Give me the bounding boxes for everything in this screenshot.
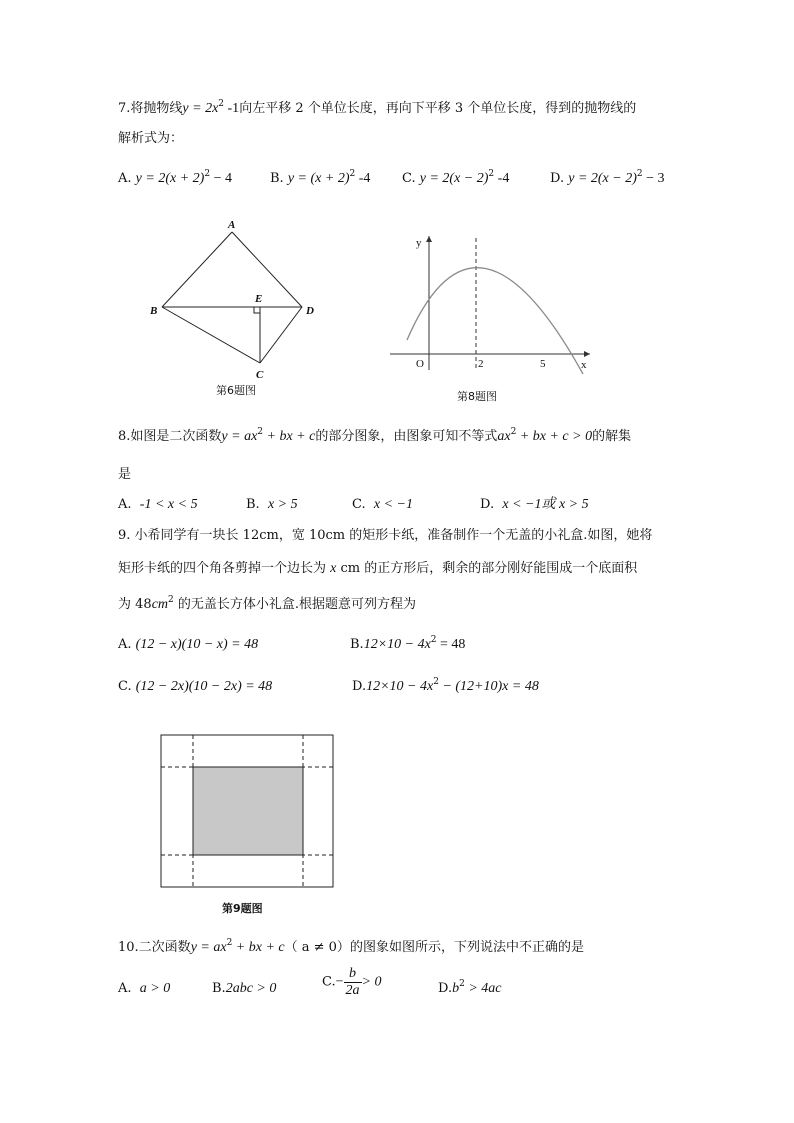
q8-option-c-label: C. (352, 497, 366, 512)
fig6-label-c: C (256, 369, 264, 381)
q8-ineq-exp: 2 (510, 427, 517, 437)
q9-stem-line2-a: 矩形卡纸的四个角各剪掉一个边长为 (118, 561, 327, 576)
q8-ineq-tail: + bx + c > 0 (516, 429, 593, 444)
q7-option-c-label: C. (402, 171, 416, 186)
q7-option-d-tail: − 3 (642, 171, 665, 186)
q7-func: y = 2x (182, 101, 219, 116)
q9-stem-line3 (118, 596, 416, 614)
q9-stem-line3-b: 的无盖长方体小礼盒.根据题意可列方程为 (177, 597, 417, 612)
q7-func-exp: 2 (218, 99, 225, 109)
q7-option-a[interactable] (118, 170, 232, 188)
q7-option-a-tail: − 4 (210, 171, 232, 186)
q9-option-b-expr: 12×10 − 4x (363, 637, 431, 652)
fig6-label-e: E (255, 293, 263, 305)
q8-option-a[interactable] (118, 496, 198, 514)
q8-option-a-expr: -1 < x < 5 (139, 497, 198, 512)
fig8-x-label: x (581, 359, 587, 371)
q8-option-d[interactable] (480, 496, 589, 514)
q9-option-b-label: B. (350, 637, 364, 652)
q10-option-d-expr: b (452, 981, 460, 996)
q9-stem-line2-b: cm 的正方形后，剩余的部分刚好能围成一个底面积 (340, 561, 638, 576)
q7-option-b[interactable] (270, 170, 370, 188)
q10-func-tail: + bx + c (232, 940, 285, 955)
q7-option-b-tail: -4 (355, 171, 371, 186)
q9-option-d-exp: 2 (433, 677, 439, 687)
q10-func: y = ax (190, 940, 227, 955)
q9-option-c-label: C. (118, 679, 132, 694)
q7-option-c-exp: 2 (488, 169, 495, 179)
q10-option-b[interactable] (212, 980, 276, 998)
q7-option-d-expr: y = 2(x − 2) (568, 171, 637, 186)
q10-func-exp: 2 (226, 938, 233, 948)
q9-option-a[interactable] (118, 636, 258, 654)
q9-option-d-tail: − (12+10)x = 48 (438, 679, 539, 694)
q8-stem-line1 (118, 428, 631, 446)
q10-stem-b: 的图象如图所示，下列说法中不正确的是 (349, 940, 584, 955)
q9-var-x: x (330, 561, 337, 576)
q10-option-b-expr: 2abc > 0 (225, 981, 277, 996)
q8-func-exp: 2 (257, 427, 264, 437)
fig9-box-base (193, 767, 303, 855)
fig9-caption: 第9题图 (222, 902, 263, 915)
q7-option-b-expr: y = (x + 2) (287, 171, 350, 186)
fig6-label-d: D (306, 305, 314, 317)
q10-option-d-tail: > 4ac (464, 981, 502, 996)
q10-option-c-tail: > 0 (361, 974, 382, 990)
q9-option-b-tail: = 48 (436, 637, 466, 652)
q8-stem-b: 的部分图象，由图象可知不等式 (315, 429, 498, 444)
q7-func-tail: -1 (224, 101, 240, 116)
fig6-edge-dc (260, 307, 302, 363)
q7-option-a-exp: 2 (204, 169, 211, 179)
q8-option-b-label: B. (246, 497, 260, 512)
fig6-caption: 第6题图 (216, 384, 256, 397)
q10-condition: （ a ≠ 0） (284, 940, 350, 955)
q10-option-d-exp: 2 (459, 979, 465, 989)
fig8-origin-label: O (416, 358, 424, 370)
q9-option-d-expr: 12×10 − 4x (366, 679, 434, 694)
q9-option-c-expr: (12 − 2x)(10 − 2x) = 48 (135, 679, 273, 694)
q10-option-a-label: A. (118, 981, 132, 996)
q7-option-c-tail: -4 (494, 171, 510, 186)
figure-6 (140, 210, 330, 400)
q9-unit-exp: 2 (168, 595, 174, 605)
fig8-tick-2: 2 (478, 358, 484, 370)
q7-option-d-exp: 2 (636, 169, 643, 179)
q8-func-tail: + bx + c (263, 429, 316, 444)
q10-stem (118, 939, 584, 957)
q8-option-b[interactable] (246, 496, 298, 514)
q10-option-c-numerator: b (344, 966, 362, 983)
fig6-right-angle-mark (254, 307, 260, 313)
q7-option-a-expr: y = 2(x + 2) (135, 171, 205, 186)
fig6-edge-bc (162, 307, 260, 363)
q10-option-c-fraction (344, 966, 362, 999)
fig6-edge-ad (232, 232, 302, 307)
q7-stem-line1 (118, 100, 636, 118)
q10-option-d-label: D. (438, 981, 453, 996)
fig8-caption: 第8题图 (457, 390, 497, 403)
q9-option-b[interactable] (350, 636, 465, 654)
fig8-y-label: y (416, 237, 422, 249)
fig6-label-a: A (228, 219, 236, 231)
q7-option-b-label: B. (270, 171, 284, 186)
q10-option-b-label: B. (212, 981, 226, 996)
q9-option-a-label: A. (118, 637, 132, 652)
q8-option-c[interactable] (352, 496, 413, 514)
q10-option-c[interactable] (322, 966, 381, 999)
q8-stem-c: 的解集 (592, 429, 632, 444)
q9-unit-cm: cm (151, 597, 169, 612)
q7-option-b-exp: 2 (349, 169, 356, 179)
q9-stem-line3-a: 为 48 (118, 597, 152, 612)
q8-func: y = ax (221, 429, 258, 444)
figure-8 (385, 230, 600, 405)
q7-option-c[interactable] (402, 170, 509, 188)
q10-option-a[interactable] (118, 980, 170, 998)
figure-9 (160, 734, 340, 919)
q9-option-d[interactable] (352, 678, 539, 696)
q10-option-d[interactable] (438, 980, 502, 998)
fig6-label-b: B (150, 305, 158, 317)
q7-stem-line2: 解析式为： (118, 131, 184, 146)
q8-option-d-expr: x < −1或 x > 5 (502, 497, 589, 512)
q8-option-a-label: A. (118, 497, 132, 512)
q9-option-b-exp: 2 (430, 635, 437, 645)
q10-option-c-minus: − (335, 974, 344, 990)
fig8-x-arrow (584, 351, 590, 357)
q7-option-d-label: D. (550, 171, 565, 186)
fig8-parabola (407, 268, 583, 374)
q9-stem-line2 (118, 560, 637, 578)
q8-stem-line2: 是 (118, 467, 132, 482)
q7-stem-b: 向左平移 2 个单位长度，再向下平移 3 个单位长度，得到的抛物线的 (239, 101, 637, 116)
q10-option-c-label: C. (322, 974, 336, 990)
q9-option-d-label: D. (352, 679, 367, 694)
q10-option-a-expr: a > 0 (139, 981, 171, 996)
q7-option-a-label: A. (118, 171, 132, 186)
q9-option-a-expr: (12 − x)(10 − x) = 48 (135, 637, 259, 652)
q7-option-d[interactable] (550, 170, 665, 188)
q7-stem-a: 7.将抛物线 (118, 101, 183, 116)
q8-option-d-label: D. (480, 497, 495, 512)
q10-stem-a: 10.二次函数 (118, 940, 191, 955)
q8-ineq: ax (497, 429, 511, 444)
q8-stem-a: 8.如图是二次函数 (118, 429, 222, 444)
q9-stem-line1: 9. 小希同学有一块长 12cm，宽 10cm 的矩形卡纸，准备制作一个无盖的小礼盒.如图，她将 (118, 528, 653, 543)
fig8-y-arrow (426, 236, 432, 242)
q8-option-b-expr: x > 5 (267, 497, 298, 512)
q10-option-c-denominator: 2a (345, 983, 360, 998)
q8-option-c-expr: x < −1 (373, 497, 413, 512)
q7-option-c-expr: y = 2(x − 2) (419, 171, 489, 186)
fig8-tick-5: 5 (540, 358, 546, 370)
q9-option-c[interactable] (118, 678, 272, 696)
fig6-edge-ab (162, 232, 232, 307)
